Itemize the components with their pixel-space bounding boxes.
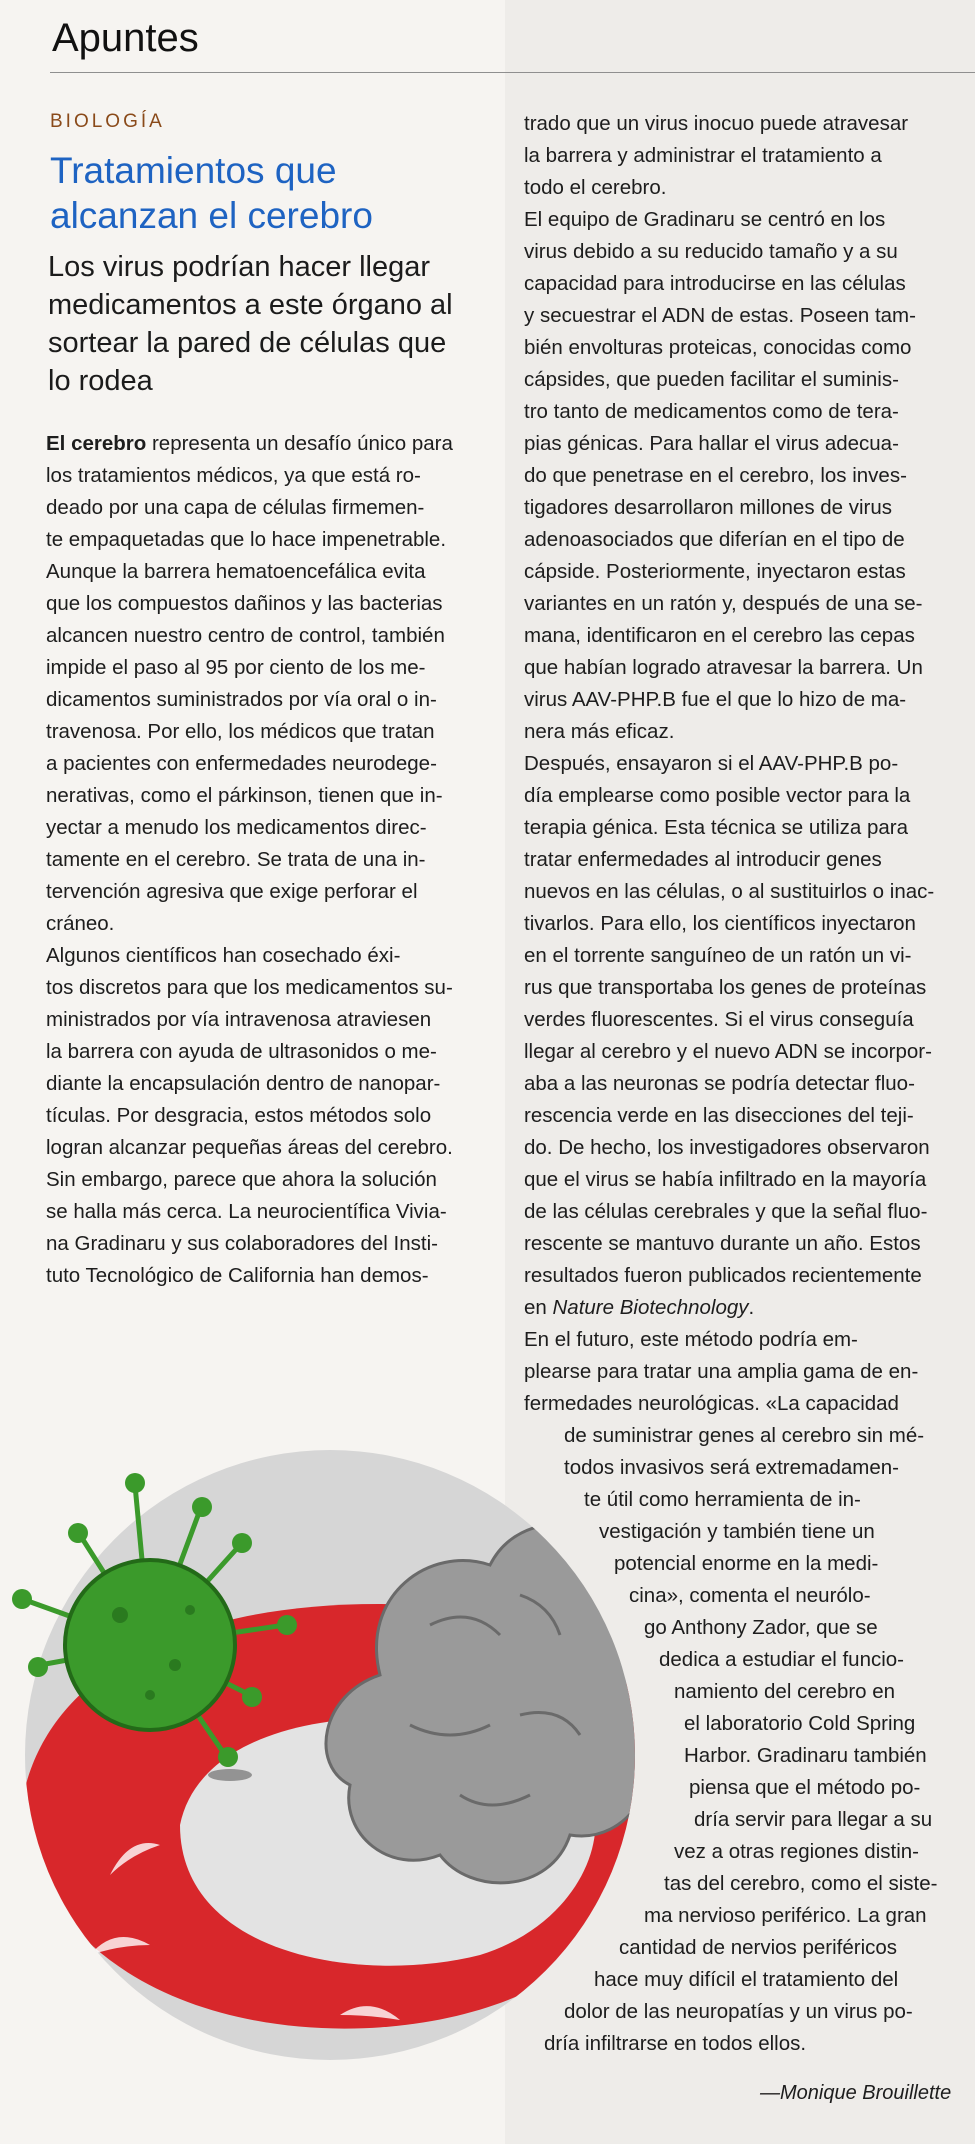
body-text: variantes en un ratón y, después de una se- — [524, 592, 923, 615]
body-line — [46, 940, 488, 972]
body-text: Aunque la barrera hematoencefálica evita — [46, 560, 426, 583]
body-line — [524, 492, 964, 524]
body-text: tratar enfermedades al introducir genes — [524, 848, 882, 871]
body-line — [524, 620, 964, 652]
body-text: dedica a estudiar el funcio- — [659, 1648, 905, 1671]
body-text: do. De hecho, los investigadores observaron — [524, 1136, 930, 1159]
body-text: el laboratorio Cold Spring — [684, 1712, 916, 1735]
body-line — [46, 1004, 488, 1036]
body-text: virus debido a su reducido tamaño y a su — [524, 240, 898, 263]
body-text: na Gradinaru y sus colaboradores del Insti- — [46, 1232, 438, 1255]
body-text: do que penetrase en el cerebro, los inves- — [524, 464, 907, 487]
body-line — [46, 908, 488, 940]
body-line — [524, 1356, 964, 1388]
body-line — [524, 332, 964, 364]
body-text: dolor de las neuropatías y un virus po- — [564, 2000, 913, 2023]
body-text: nerativas, como el párkinson, tienen que in- — [46, 784, 443, 807]
body-line — [524, 1292, 964, 1324]
body-line — [46, 748, 488, 780]
body-text: representa un desafío único para — [146, 432, 453, 455]
body-line — [46, 524, 488, 556]
body-line — [46, 1196, 488, 1228]
body-line — [524, 1196, 964, 1228]
body-text: plearse para tratar una amplia gama de en- — [524, 1360, 919, 1383]
body-line — [524, 1228, 964, 1260]
body-text: vestigación y también tiene un — [599, 1520, 875, 1543]
body-line — [46, 1228, 488, 1260]
body-line — [46, 1260, 488, 1292]
body-line — [524, 652, 964, 684]
body-line — [524, 588, 964, 620]
body-line — [524, 1260, 964, 1292]
body-text: tivarlos. Para ello, los científicos inyectaron — [524, 912, 916, 935]
body-line — [46, 1068, 488, 1100]
body-text: potencial enorme en la medi- — [614, 1552, 879, 1575]
deck: Los virus podrían hacer llegar medicamentos a este órgano al sortear la pared de células que lo rodea — [48, 251, 453, 397]
body-text: que habían logrado atravesar la barrera. Un — [524, 656, 923, 679]
body-text: pias génicas. Para hallar el virus adecua- — [524, 432, 899, 455]
body-line — [524, 556, 964, 588]
body-line — [524, 748, 964, 780]
body-line — [524, 108, 964, 140]
body-line — [524, 140, 964, 172]
body-line — [46, 716, 488, 748]
body-line — [46, 428, 488, 460]
body-text: deado por una capa de células firmemen- — [46, 496, 425, 519]
body-text: terapia génica. Esta técnica se utiliza para — [524, 816, 909, 839]
body-text: virus AAV-PHP.B fue el que lo hizo de ma- — [524, 688, 907, 711]
body-line — [524, 1132, 964, 1164]
body-line — [524, 1004, 964, 1036]
body-text: El equipo de Gradinaru se centró en los — [524, 208, 886, 231]
body-line — [524, 1100, 964, 1132]
body-text: todo el cerebro. — [524, 176, 667, 199]
header-rule — [50, 72, 975, 73]
virus-shadow — [208, 1769, 252, 1781]
body-text: cantidad de nervios periféricos — [619, 1936, 898, 1959]
section-header: Apuntes — [52, 16, 199, 60]
body-line — [524, 268, 964, 300]
body-line — [46, 492, 488, 524]
body-line — [46, 1132, 488, 1164]
body-line — [46, 780, 488, 812]
lead-in: El cerebro — [46, 432, 147, 455]
body-text: tuto Tecnológico de California han demos- — [46, 1264, 429, 1287]
body-text: en el torrente sanguíneo de un ratón un vi- — [524, 944, 912, 967]
body-text: namiento del cerebro en — [674, 1680, 896, 1703]
body-line — [524, 972, 964, 1004]
body-text: dría infiltrarse en todos ellos. — [544, 2032, 807, 2055]
body-text: rescencia verde en las disecciones del teji- — [524, 1104, 914, 1127]
body-line — [524, 844, 964, 876]
body-line — [524, 908, 964, 940]
body-text: Harbor. Gradinaru también — [684, 1744, 927, 1767]
body-line — [524, 780, 964, 812]
body-text: En el futuro, este método podría em- — [524, 1328, 858, 1351]
body-line — [524, 1036, 964, 1068]
body-text: rescente se mantuvo durante un año. Estos — [524, 1232, 921, 1255]
body-text: Sin embargo, parece que ahora la solución — [46, 1168, 437, 1191]
body-text: cina», comenta el neurólo- — [629, 1584, 871, 1607]
byline: —Monique Brouillette — [760, 2082, 952, 2104]
body-text: todos invasivos será extremadamen- — [564, 1456, 899, 1479]
body-text: bién envolturas proteicas, conocidas como — [524, 336, 912, 359]
body-text: tigadores desarrollaron millones de virus — [524, 496, 893, 519]
body-text: los tratamientos médicos, ya que está ro- — [46, 464, 421, 487]
body-text: trado que un virus inocuo puede atravesar — [524, 112, 909, 135]
body-line — [46, 972, 488, 1004]
body-text: cápsides, que pueden facilitar el suminis- — [524, 368, 899, 391]
body-text: ministrados por vía intravenosa atraviesen — [46, 1008, 432, 1031]
body-line — [524, 300, 964, 332]
body-line — [524, 716, 964, 748]
body-line — [46, 1164, 488, 1196]
body-text: de suministrar genes al cerebro sin mé- — [564, 1424, 925, 1447]
body-line — [524, 172, 964, 204]
body-text: yectar a menudo los medicamentos direc- — [46, 816, 427, 839]
body-text: nuevos en las células, o al sustituirlos o inac- — [524, 880, 935, 903]
body-text: y secuestrar el ADN de estas. Poseen tam- — [524, 304, 916, 327]
body-line — [524, 460, 964, 492]
body-text: tos discretos para que los medicamentos su- — [46, 976, 453, 999]
body-text: se halla más cerca. La neurocientífica Vivia- — [46, 1200, 447, 1223]
body-line — [524, 1068, 964, 1100]
body-text: te útil como herramienta de in- — [584, 1488, 861, 1511]
body-text: tervención agresiva que exige perforar el — [46, 880, 418, 903]
body-text: que los compuestos dañinos y las bacterias — [46, 592, 443, 615]
body-line — [524, 1164, 964, 1196]
body-text: dicamentos suministrados por vía oral o in- — [46, 688, 437, 711]
body-line — [46, 1036, 488, 1068]
body-text: tas del cerebro, como el siste- — [664, 1872, 938, 1895]
body-text: alcancen nuestro centro de control, también — [46, 624, 445, 647]
body-text: cráneo. — [46, 912, 115, 935]
body-text: tículas. Por desgracia, estos métodos solo — [46, 1104, 432, 1127]
body-text: la barrera con ayuda de ultrasonidos o me- — [46, 1040, 437, 1063]
body-line — [46, 620, 488, 652]
body-text: te empaquetadas que lo hace impenetrable. — [46, 528, 447, 551]
body-line — [46, 812, 488, 844]
headline: Tratamientos que alcanzan el cerebro — [50, 150, 373, 236]
body-text: adenoasociados que diferían en el tipo de — [524, 528, 905, 551]
body-line — [524, 524, 964, 556]
body-text: piensa que el método po- — [689, 1776, 921, 1799]
body-line — [524, 204, 964, 236]
body-line — [46, 844, 488, 876]
body-line — [46, 684, 488, 716]
body-line — [524, 812, 964, 844]
body-text: tro tanto de medicamentos como de tera- — [524, 400, 899, 423]
body-text: travenosa. Por ello, los médicos que tratan — [46, 720, 435, 743]
body-line — [524, 940, 964, 972]
body-line — [46, 1100, 488, 1132]
body-text: impide el paso al 95 por ciento de los me- — [46, 656, 426, 679]
kicker: BIOLOGÍA — [50, 111, 165, 132]
body-text: Después, ensayaron si el AAV-PHP.B po- — [524, 752, 899, 775]
body-text: diante la encapsulación dentro de nanopar- — [46, 1072, 441, 1095]
body-text: go Anthony Zador, que se — [644, 1616, 878, 1639]
body-line — [46, 588, 488, 620]
body-text: verdes fluorescentes. Si el virus conseguía — [524, 1008, 914, 1031]
body-text: nera más eficaz. — [524, 720, 675, 743]
body-line — [524, 684, 964, 716]
body-text: a pacientes con enfermedades neurodege- — [46, 752, 437, 775]
body-text: Algunos científicos han cosechado éxi- — [46, 944, 401, 967]
body-text: resultados fueron publicados recientemente — [524, 1264, 922, 1287]
body-text: ma nervioso periférico. La gran — [644, 1904, 927, 1927]
body-text: rus que transportaba los genes de proteínas — [524, 976, 927, 999]
body-text: cápside. Posteriormente, inyectaron estas — [524, 560, 906, 583]
body-line — [524, 236, 964, 268]
body-text: vez a otras regiones distin- — [674, 1840, 919, 1863]
body-line — [524, 428, 964, 460]
body-text: en Nature Biotechnology. — [524, 1296, 755, 1319]
body-column-left — [46, 428, 488, 1292]
body-text: dría servir para llegar a su — [694, 1808, 933, 1831]
body-line — [524, 1324, 964, 1356]
body-text: fermedades neurológicas. «La capacidad — [524, 1392, 899, 1415]
body-line — [46, 652, 488, 684]
body-line — [524, 396, 964, 428]
virus-brain-illustration — [0, 1395, 660, 2075]
body-text: de las células cerebrales y que la señal fluo- — [524, 1200, 928, 1223]
body-text: logran alcanzar pequeñas áreas del cerebro. — [46, 1136, 453, 1159]
body-text: capacidad para introducirse en las células — [524, 272, 906, 295]
body-line — [46, 876, 488, 908]
body-line — [46, 460, 488, 492]
body-text: día emplearse como posible vector para la — [524, 784, 911, 807]
body-text: la barrera y administrar el tratamiento a — [524, 144, 882, 167]
body-line — [524, 876, 964, 908]
body-text: que el virus se había infiltrado en la mayoría — [524, 1168, 927, 1191]
body-text: mana, identificaron en el cerebro las cepas — [524, 624, 915, 647]
body-line — [46, 556, 488, 588]
body-text: aba a las neuronas se podría detectar fluo- — [524, 1072, 915, 1095]
body-text: tamente en el cerebro. Se trata de una in- — [46, 848, 426, 871]
body-text: llegar al cerebro y el nuevo ADN se incorpor- — [524, 1040, 932, 1063]
body-text: hace muy difícil el tratamiento del — [594, 1968, 899, 1991]
body-line — [524, 364, 964, 396]
